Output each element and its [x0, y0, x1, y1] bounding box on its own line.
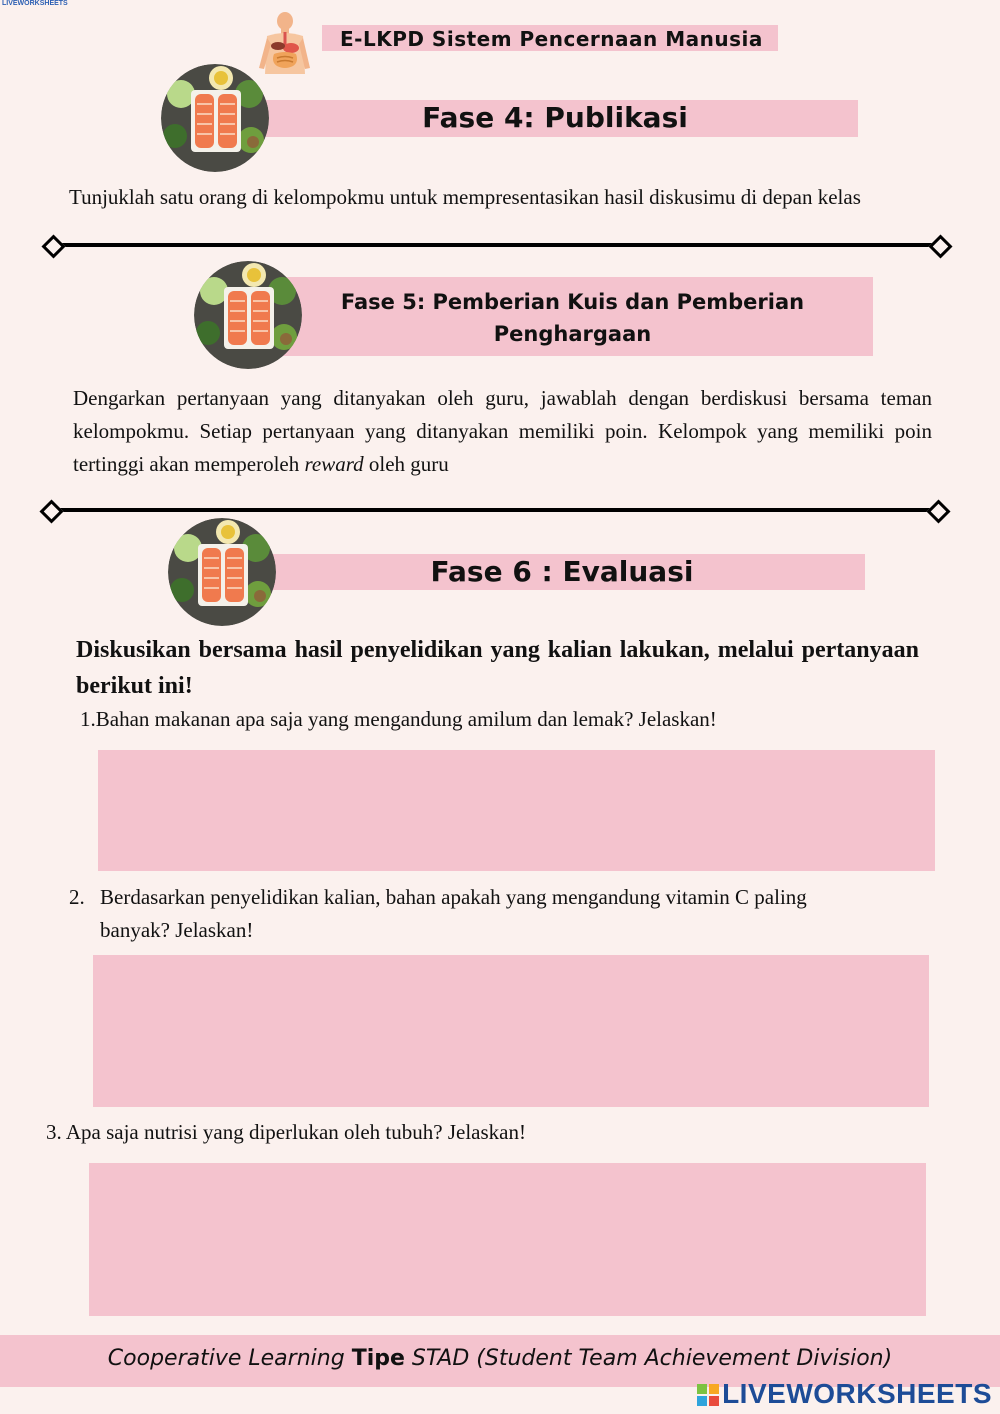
footer-text: [0, 1346, 1000, 1371]
divider-left-diamond: [39, 499, 63, 523]
question-3-text: Apa saja nutrisi yang diperlukan oleh tubuh? Jelaskan!: [65, 1120, 526, 1144]
fase5-title-line2: Penghargaan: [493, 322, 652, 346]
fase5-text-italic: reward: [304, 452, 364, 476]
answer-box-2[interactable]: [93, 955, 929, 1107]
question-2: [69, 881, 929, 947]
fase5-text-end: oleh guru: [368, 452, 449, 476]
liveworksheets-logo-icon: [697, 1384, 719, 1406]
divider-right-diamond: [928, 234, 952, 258]
fase4-instruction: Tunjuklah satu orang di kelompokmu untuk mempresentasikan hasil diskusimu di depan kelas: [69, 185, 861, 209]
brand-text: LIVEWORKSHEETS: [722, 1378, 992, 1409]
divider-left-diamond: [41, 234, 65, 258]
question-3: [46, 1116, 926, 1149]
page-title: E-LKPD Sistem Pencernaan Manusia: [340, 27, 763, 51]
fase5-text-main: Dengarkan pertanyaan yang ditanyakan oleh guru, jawablah dengan berdiskusi bersama teman kelompokmu. Setiap pertanyaan yang ditanyakan memiliki poin. Kelompok yang memiliki poin tertinggi akan memperoleh: [73, 386, 932, 476]
answer-box-1[interactable]: [98, 750, 935, 871]
section-divider: [52, 243, 940, 247]
question-1-number: 1.: [80, 707, 96, 731]
divider-right-diamond: [926, 499, 950, 523]
fase4-title: Fase 4: Publikasi: [422, 101, 688, 134]
digestive-system-icon: [255, 12, 311, 74]
footer-part3: STAD (Student Team Achievement Division): [411, 1346, 893, 1371]
footer-part1: Cooperative Learning: [107, 1346, 345, 1371]
fase6-title: Fase 6 : Evaluasi: [430, 555, 694, 588]
question-1-text: Bahan makanan apa saja yang mengandung amilum dan lemak? Jelaskan!: [95, 707, 717, 731]
fase5-instruction: [73, 382, 932, 481]
question-3-number: 3.: [46, 1120, 62, 1144]
section-divider: [50, 508, 938, 512]
question-2-number: 2.: [69, 885, 85, 909]
answer-box-3[interactable]: [89, 1163, 926, 1316]
fase5-title-line1: Fase 5: Pemberian Kuis dan Pemberian: [340, 290, 805, 314]
question-1: [80, 703, 940, 736]
top-corner-logo: LIVEWORKSHEETS: [2, 0, 68, 7]
liveworksheets-brand: [697, 1378, 992, 1410]
question-2-text-line1: Berdasarkan penyelidikan kalian, bahan apakah yang mengandung vitamin C paling: [100, 885, 807, 909]
footer-part2: Tipe: [351, 1346, 405, 1371]
fase6-intro: Diskusikan bersama hasil penyelidikan yang kalian lakukan, melalui pertanyaan berikut ini!: [76, 637, 919, 699]
fase5-title: [272, 286, 873, 350]
question-2-text-line2: banyak? Jelaskan!: [100, 918, 254, 942]
